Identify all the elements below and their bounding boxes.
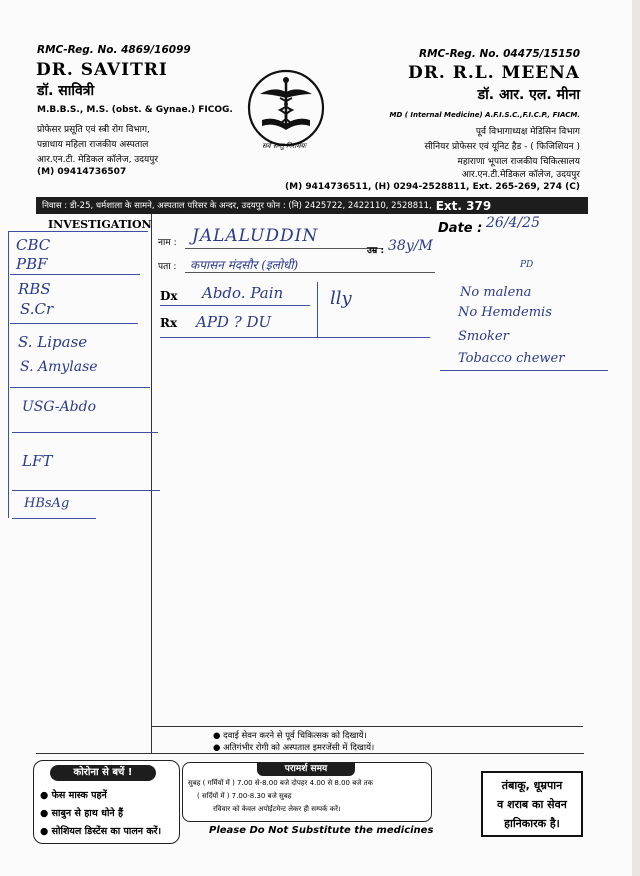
notes-top-rule — [151, 726, 583, 727]
corona-item-distance-text: सोशियल डिस्टेंस का पालन करें। — [51, 826, 162, 837]
right-doctor-college: आर.एन.टी.मेडिकल कॉलेज, उदयपुर — [461, 170, 580, 180]
history-hemdemis: No Hemdemis — [458, 305, 552, 320]
diagnosis: Abdo. Pain — [202, 284, 284, 302]
note-consult-text: दवाई सेवन करने से पूर्व चिकित्सक को दिखायें। — [223, 731, 367, 741]
pen-stroke — [10, 274, 140, 275]
right-doctor-name-hindi: डॉ. आर. एल. मीना — [477, 87, 580, 103]
footer-top-rule — [36, 753, 584, 754]
inv-lipase: S. Lipase — [18, 333, 88, 351]
patient-name: JALALUDDIN — [192, 226, 319, 246]
note-consult: ● दवाई सेवन करने से पूर्व चिकित्सक को दिखायें। — [213, 731, 367, 741]
pen-stroke — [160, 337, 430, 338]
corona-item-wash-text: साबुन से हाथ धोने हैं — [51, 808, 124, 819]
left-doctor-dept: प्रोफेसर प्रसूति एवं स्त्री रोग विभाग, — [37, 125, 150, 135]
timing-box — [182, 762, 432, 822]
timing-summer: सुबह ( गर्मियों में ) 7.00 से-8.00 बजे दोपहर 4.00 से 8.00 बजे तक — [188, 779, 374, 787]
pen-stroke — [8, 231, 9, 518]
caduceus-logo-icon — [246, 68, 326, 148]
right-doctor-phones: (M) 9414736511, (H) 0294-2528811, Ext. 265-269, 274 (C) — [285, 182, 580, 192]
right-doctor-dept: पूर्व विभागाध्यक्ष मेडिसिन विभाग — [475, 127, 580, 137]
investigation-divider — [151, 214, 152, 754]
pen-stroke — [440, 370, 608, 371]
note-emergency-text: अतिगंभीर रोगी को अस्पताल इमरजेंसी में दिखायें। — [223, 743, 375, 753]
right-doctor-reg: RMC-Reg. No. 04475/15150 — [419, 48, 580, 60]
corona-item-mask: ● फेस मास्क पहनें — [40, 790, 107, 801]
investigation-label: INVESTIGATION — [48, 218, 152, 231]
pen-stroke — [160, 305, 310, 306]
tobacco-line3: हानिकारक है। — [504, 817, 560, 830]
left-doctor-name-hindi: डॉ. सावित्री — [37, 83, 95, 99]
patient-address: कपासन मंदसौर (इलोधी) — [190, 258, 299, 272]
margin-mark: lly — [330, 288, 352, 309]
residence-address: निवास : डी-25, धर्मशाला के सामने, अस्पताल परिसर के अन्दर, उदयपुर फोन : (नि) 2425722, 2422110, 2528811, — [42, 201, 432, 211]
dx-label: Dx — [160, 289, 178, 303]
pen-stroke — [8, 231, 148, 232]
inv-hbsag: HBsAg — [24, 496, 70, 511]
history-malena: No malena — [460, 285, 532, 300]
timing-title: परामर्श समय — [257, 762, 355, 776]
timing-winter: ( सर्दियों में ) 7.00-8.30 बजे सुबह — [197, 792, 292, 800]
date-label: Date : — [438, 221, 483, 236]
tobacco-line2: व शराब का सेवन — [497, 798, 567, 811]
corona-item-wash: ● साबुन से हाथ धोने हैं — [40, 808, 124, 819]
pen-stroke — [10, 323, 138, 324]
right-doctor-name: DR. R.L. MEENA — [407, 63, 580, 83]
visit-date: 26/4/25 — [486, 215, 540, 231]
pen-stroke — [317, 282, 318, 338]
left-doctor-mobile: (M) 09414736507 — [37, 167, 127, 177]
right-doctor-hospital: महाराणा भूपाल राजकीय चिकित्सालय — [457, 157, 580, 167]
rx-label: Rx — [160, 316, 178, 330]
left-doctor-hospital: पन्नाधाय महिला राजकीय अस्पताल — [37, 140, 149, 150]
right-doctor-qualifications: MD ( Internal Medicine) A.F.I.S.C.,F.I.C.P., FIACM. — [389, 111, 580, 119]
substitute-note: Please Do Not Substitute the medicines — [209, 825, 434, 836]
corner-mark: PD — [520, 260, 534, 270]
age-label: उम्र : — [367, 246, 385, 256]
corona-title: कोरोना से बचें ! — [50, 765, 156, 781]
right-doctor-title: सीनियर प्रोफेसर एवं यूनिट हैड - ( फिजिशियन ) — [424, 142, 580, 152]
tobacco-line1: तंबाकू, धूम्रपान — [501, 779, 563, 792]
history-tobacco: Tobacco chewer — [458, 351, 565, 366]
note-emergency: ● अतिगंभीर रोगी को अस्पताल इमरजेंसी में दिखायें। — [213, 743, 375, 753]
inv-usg: USG-Abdo — [22, 399, 97, 415]
pen-stroke — [12, 490, 160, 491]
pen-stroke — [12, 432, 158, 433]
rx-entry: APD ? DU — [196, 313, 272, 331]
name-label: नाम : — [158, 238, 177, 248]
inv-amylase: S. Amylase — [20, 359, 98, 375]
corona-item-distance: ● सोशियल डिस्टेंस का पालन करें। — [40, 826, 162, 837]
inv-rbs: RBS — [18, 280, 51, 298]
left-doctor-reg: RMC-Reg. No. 4869/16099 — [37, 44, 191, 56]
address-label: पता : — [158, 262, 177, 272]
pen-stroke — [12, 518, 96, 519]
inv-scr: S.Cr — [20, 300, 54, 318]
left-doctor-qualifications: M.B.B.S., M.S. (obst. & Gynae.) FICOG. — [37, 105, 233, 115]
extension-number: Ext. 379 — [435, 198, 492, 213]
left-doctor-college: आर.एन.टी. मेडिकल कॉलेज, उदयपुर — [37, 155, 159, 165]
timing-sunday: रविवार को केवल अपोईंटमेन्ट लेकर ही सम्पर्क करें। — [213, 805, 341, 813]
corona-item-mask-text: फेस मास्क पहनें — [51, 790, 107, 801]
inv-cbc: CBC — [16, 236, 51, 254]
history-smoker: Smoker — [458, 329, 509, 344]
pen-stroke — [10, 387, 150, 388]
patient-age: 38y/M — [388, 238, 433, 254]
tobacco-warning-box — [481, 771, 583, 837]
corona-box — [33, 760, 180, 844]
name-line — [185, 248, 383, 249]
logo-motto: सर्वे सन्तु निरामयः — [262, 142, 306, 150]
address-bar — [36, 197, 588, 214]
left-doctor-name: DR. SAVITRI — [36, 60, 168, 80]
inv-lft: LFT — [22, 452, 53, 470]
inv-pbf: PBF — [16, 255, 48, 273]
